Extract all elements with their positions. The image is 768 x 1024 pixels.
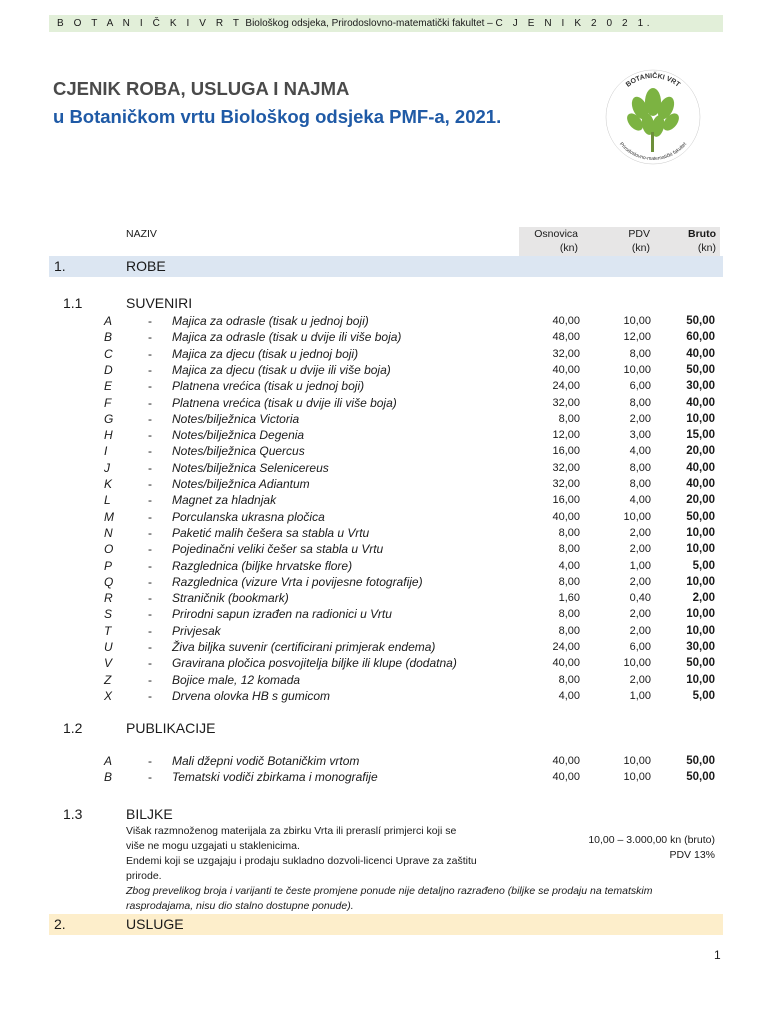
price-pdv: 1,00 xyxy=(629,559,651,572)
price-pdv: 10,00 xyxy=(623,510,651,523)
price-pdv: 10,00 xyxy=(623,657,651,670)
section-label: ROBE xyxy=(126,258,166,274)
item-dash: - xyxy=(148,770,152,785)
item-name: Magnet za hladnjak xyxy=(172,493,277,508)
price-pdv: 10,00 xyxy=(623,771,651,784)
price-row xyxy=(0,492,768,508)
price-row xyxy=(0,362,768,378)
price-pdv: 6,00 xyxy=(629,641,651,653)
price-osnovica: 32,00 xyxy=(552,347,580,360)
item-letter: B xyxy=(104,330,113,345)
price-row xyxy=(0,574,768,590)
item-dash: - xyxy=(148,379,152,394)
price-osnovica: 40,00 xyxy=(552,315,580,327)
price-row xyxy=(0,378,768,394)
item-name: Drvena olovka HB s gumicom xyxy=(172,688,331,703)
price-osnovica: 8,00 xyxy=(558,608,580,621)
item-dash: - xyxy=(148,477,152,491)
price-bruto: 10,00 xyxy=(686,526,715,539)
price-pdv: 2,00 xyxy=(629,575,651,588)
price-pdv: 2,00 xyxy=(629,543,651,556)
price-bruto: 40,00 xyxy=(686,347,715,360)
subsection-number: 1.2 xyxy=(63,720,83,736)
item-letter: A xyxy=(104,314,113,328)
price-bruto: 50,00 xyxy=(686,755,715,767)
logo-top-text: BOTANIČKI VRT xyxy=(624,72,682,89)
price-row xyxy=(0,460,768,476)
price-pdv: 8,00 xyxy=(629,396,651,409)
price-row xyxy=(0,769,768,785)
item-name: Majica za odrasle (tisak u jednoj boji) xyxy=(172,314,369,328)
price-row xyxy=(0,753,768,769)
item-name: Mali džepni vodič Botaničkim vrtom xyxy=(172,754,360,768)
document-title: CJENIK ROBA, USLUGA I NAJMA xyxy=(53,78,350,99)
item-letter: S xyxy=(104,607,113,622)
price-bruto: 50,00 xyxy=(686,363,715,376)
item-dash: - xyxy=(148,542,152,557)
item-dash: - xyxy=(148,558,152,573)
item-dash: - xyxy=(148,623,152,638)
item-name: Platnena vrećica (tisak u jednoj boji) xyxy=(172,379,365,394)
price-osnovica: 40,00 xyxy=(552,755,580,767)
price-pdv: 2,00 xyxy=(629,412,651,425)
item-name: Notes/bilježnica Degenia xyxy=(172,428,305,443)
price-bruto: 50,00 xyxy=(686,657,715,670)
column-header-naziv: NAZIV xyxy=(126,228,157,240)
item-letter: A xyxy=(104,754,113,768)
price-bruto: 10,00 xyxy=(686,575,715,588)
item-letter: F xyxy=(104,395,112,410)
item-dash: - xyxy=(148,754,152,768)
item-letter: H xyxy=(104,428,113,443)
price-bruto: 10,00 xyxy=(686,543,715,556)
item-dash: - xyxy=(148,395,152,410)
item-name: Gravirana pločica posvojitelja biljke ili klupe (dodatna) xyxy=(172,656,457,671)
price-osnovica: 16,00 xyxy=(552,494,580,507)
price-pdv: 10,00 xyxy=(623,755,651,767)
price-pdv: 2,00 xyxy=(629,608,651,621)
header-pricelist-year: C J E N I K 2 0 2 1. xyxy=(495,18,654,29)
item-dash: - xyxy=(148,591,152,606)
item-name: Paketić malih češera sa stabla u Vrtu xyxy=(172,525,370,540)
price-pdv: 8,00 xyxy=(629,461,651,474)
column-header-bruto: Bruto (kn) xyxy=(688,228,716,254)
price-row xyxy=(0,655,768,671)
price-pdv: 8,00 xyxy=(629,478,651,490)
price-osnovica: 40,00 xyxy=(552,771,580,784)
price-row xyxy=(0,606,768,622)
biljke-description: Višak razmnoženog materijala za zbirku Vrta ili preraslí primjerci koji se više ne mogu uzgajati u staklenicima. Endemi koji se uzgajaju i prodaju sukladno dozvoli-licenci Uprave za zaštitu prirode. xyxy=(126,825,477,882)
item-name: Notes/bilježnica Victoria xyxy=(172,411,300,426)
price-pdv: 10,00 xyxy=(623,315,651,327)
item-name: Privjesak xyxy=(172,623,221,638)
item-name: Prirodni sapun izrađen na radionici u Vrtu xyxy=(172,607,392,622)
price-osnovica: 40,00 xyxy=(552,657,580,670)
price-pdv: 2,00 xyxy=(629,624,651,637)
price-bruto: 30,00 xyxy=(686,641,715,653)
price-row xyxy=(0,443,768,459)
price-osnovica: 40,00 xyxy=(552,510,580,523)
price-pdv: 4,00 xyxy=(629,445,651,458)
price-bruto: 40,00 xyxy=(686,461,715,474)
item-letter: X xyxy=(104,688,113,703)
item-dash: - xyxy=(148,656,152,671)
price-row xyxy=(0,329,768,345)
price-bruto: 20,00 xyxy=(686,445,715,458)
price-row xyxy=(0,525,768,541)
svg-text:BOTANIČKI VRT xyxy=(625,71,682,89)
price-osnovica: 32,00 xyxy=(552,396,580,409)
price-osnovica: 12,00 xyxy=(552,429,580,442)
column-header-pdv: PDV (kn) xyxy=(628,228,650,254)
price-bruto: 20,00 xyxy=(686,494,715,507)
price-row xyxy=(0,672,768,688)
item-name: Notes/bilježnica Quercus xyxy=(172,444,305,459)
item-name: Majica za odrasle (tisak u dvije ili više boja) xyxy=(172,330,402,345)
item-letter: G xyxy=(104,411,114,426)
item-dash: - xyxy=(148,672,152,687)
price-bruto: 10,00 xyxy=(686,624,715,637)
item-letter: D xyxy=(104,362,113,377)
price-osnovica: 16,00 xyxy=(552,445,580,458)
price-osnovica: 8,00 xyxy=(558,543,580,556)
item-name: Notes/bilježnica Adiantum xyxy=(172,477,310,491)
item-dash: - xyxy=(148,411,152,426)
document-subtitle: u Botaničkom vrtu Biološkog odsjeka PMF-a, 2021. xyxy=(53,106,502,127)
subsection-number: 1.1 xyxy=(63,295,83,311)
price-osnovica: 48,00 xyxy=(552,331,580,344)
price-bruto: 50,00 xyxy=(686,771,715,784)
price-osnovica: 32,00 xyxy=(552,461,580,474)
price-row xyxy=(0,395,768,411)
header-garden-name: B O T A N I Č K I V R T xyxy=(57,18,243,29)
item-dash: - xyxy=(148,362,152,377)
price-bruto: 10,00 xyxy=(686,673,715,686)
price-osnovica: 8,00 xyxy=(558,526,580,539)
price-osnovica: 4,00 xyxy=(558,559,580,572)
price-pdv: 12,00 xyxy=(623,331,651,344)
item-name: Platnena vrećica (tisak u dvije ili više boja) xyxy=(172,395,397,410)
item-letter: M xyxy=(104,509,114,524)
item-name: Notes/bilježnica Selenicereus xyxy=(172,460,329,475)
item-dash: - xyxy=(148,493,152,508)
price-row xyxy=(0,427,768,443)
logo-bottom-text: Prirodoslovno-matematički fakultet xyxy=(618,141,689,162)
item-letter: B xyxy=(104,770,113,785)
item-letter: T xyxy=(104,623,112,638)
item-name: Porculanska ukrasna pločica xyxy=(172,509,325,524)
item-dash: - xyxy=(148,688,152,703)
price-row xyxy=(0,313,768,329)
item-letter: Z xyxy=(104,672,112,687)
section-usluge xyxy=(49,914,723,935)
price-row xyxy=(0,558,768,574)
header-institution: Biološkog odsjeka, Prirodoslovno-matematički fakultet – xyxy=(242,18,496,29)
price-pdv: 10,00 xyxy=(623,363,651,376)
item-letter: K xyxy=(104,477,113,491)
price-column-headers xyxy=(519,227,720,258)
item-name: Tematski vodiči zbirkama i monografije xyxy=(172,770,378,785)
price-pdv: 6,00 xyxy=(629,380,651,393)
item-letter: N xyxy=(104,525,113,540)
price-bruto: 30,00 xyxy=(686,380,715,393)
price-bruto: 40,00 xyxy=(686,396,715,409)
item-dash: - xyxy=(148,314,152,328)
item-dash: - xyxy=(148,346,152,361)
price-row xyxy=(0,688,768,704)
botanical-garden-logo xyxy=(598,62,708,172)
item-name: Razglednica (vizure Vrta i povijesne fotografije) xyxy=(172,574,423,589)
price-pdv: 8,00 xyxy=(629,347,651,360)
price-pdv: 1,00 xyxy=(629,689,651,702)
price-osnovica: 24,00 xyxy=(552,380,580,393)
item-dash: - xyxy=(148,428,152,443)
price-osnovica: 8,00 xyxy=(558,624,580,637)
price-osnovica: 8,00 xyxy=(558,673,580,686)
document-header-bar xyxy=(49,15,723,32)
price-bruto: 2,00 xyxy=(692,592,715,605)
price-osnovica: 32,00 xyxy=(552,478,580,490)
subsection-label: PUBLIKACIJE xyxy=(126,720,216,736)
item-letter: C xyxy=(104,346,113,361)
section-label: USLUGE xyxy=(126,916,184,932)
item-name: Razglednica (biljke hrvatske flore) xyxy=(172,558,353,573)
price-osnovica: 1,60 xyxy=(558,592,580,605)
price-osnovica: 40,00 xyxy=(552,363,580,376)
item-letter: I xyxy=(104,444,108,459)
item-letter: U xyxy=(104,640,113,654)
leaf-icon xyxy=(624,88,682,138)
price-bruto: 50,00 xyxy=(686,315,715,327)
price-bruto: 50,00 xyxy=(686,510,715,523)
price-row xyxy=(0,411,768,427)
biljke-note: Zbog prevelikog broja i varijanti te česte promjene ponude nije detaljno razrađeno (biljke se prodaju na tematskim rasprodajama, nisu dio stalno dostupne ponude). xyxy=(126,885,653,912)
price-osnovica: 8,00 xyxy=(558,575,580,588)
price-row xyxy=(0,509,768,525)
item-dash: - xyxy=(148,607,152,622)
item-name: Majica za djecu (tisak u dvije ili više boja) xyxy=(172,362,391,377)
item-dash: - xyxy=(148,525,152,540)
price-bruto: 5,00 xyxy=(692,559,715,572)
section-number: 1. xyxy=(54,258,66,274)
item-dash: - xyxy=(148,509,152,524)
item-dash: - xyxy=(148,574,152,589)
price-row xyxy=(0,639,768,655)
column-header-osnovica: Osnovica (kn) xyxy=(534,228,578,254)
subsection-label: BILJKE xyxy=(126,806,173,822)
item-dash: - xyxy=(148,444,152,459)
item-letter: E xyxy=(104,379,113,394)
price-pdv: 4,00 xyxy=(629,494,651,507)
price-bruto: 5,00 xyxy=(692,689,715,702)
item-letter: R xyxy=(104,591,113,606)
price-bruto: 15,00 xyxy=(686,429,715,442)
item-letter: L xyxy=(104,493,111,508)
price-row xyxy=(0,623,768,639)
item-name: Straničnik (bookmark) xyxy=(172,591,289,606)
price-osnovica: 8,00 xyxy=(558,412,580,425)
price-row xyxy=(0,590,768,606)
biljke-price-range: 10,00 – 3.000,00 kn (bruto) PDV 13% xyxy=(588,834,715,861)
item-dash: - xyxy=(148,460,152,475)
price-bruto: 40,00 xyxy=(686,478,715,490)
item-letter: J xyxy=(104,460,110,475)
page-number: 1 xyxy=(714,948,721,962)
item-letter: Q xyxy=(104,574,114,589)
item-dash: - xyxy=(148,640,152,654)
item-letter: P xyxy=(104,558,113,573)
item-name: Pojedinačni veliki češer sa stabla u Vrtu xyxy=(172,542,384,557)
price-pdv: 2,00 xyxy=(629,526,651,539)
section-robe xyxy=(49,256,723,277)
item-dash: - xyxy=(148,330,152,345)
price-pdv: 3,00 xyxy=(629,429,651,442)
price-pdv: 0,40 xyxy=(629,592,651,605)
item-letter: V xyxy=(104,656,113,671)
section-number: 2. xyxy=(54,916,66,932)
price-bruto: 60,00 xyxy=(686,331,715,344)
price-bruto: 10,00 xyxy=(686,412,715,425)
price-bruto: 10,00 xyxy=(686,608,715,621)
price-osnovica: 24,00 xyxy=(552,641,580,653)
item-name: Bojice male, 12 komada xyxy=(172,672,301,687)
price-osnovica: 4,00 xyxy=(558,689,580,702)
price-row xyxy=(0,541,768,557)
price-pdv: 2,00 xyxy=(629,673,651,686)
price-row xyxy=(0,346,768,362)
subsection-number: 1.3 xyxy=(63,806,83,822)
item-name: Majica za djecu (tisak u jednoj boji) xyxy=(172,346,359,361)
subsection-label: SUVENIRI xyxy=(126,295,193,311)
price-row xyxy=(0,476,768,492)
item-name: Živa biljka suvenir (certificirani primjerak endema) xyxy=(172,640,436,654)
item-letter: O xyxy=(104,542,114,557)
